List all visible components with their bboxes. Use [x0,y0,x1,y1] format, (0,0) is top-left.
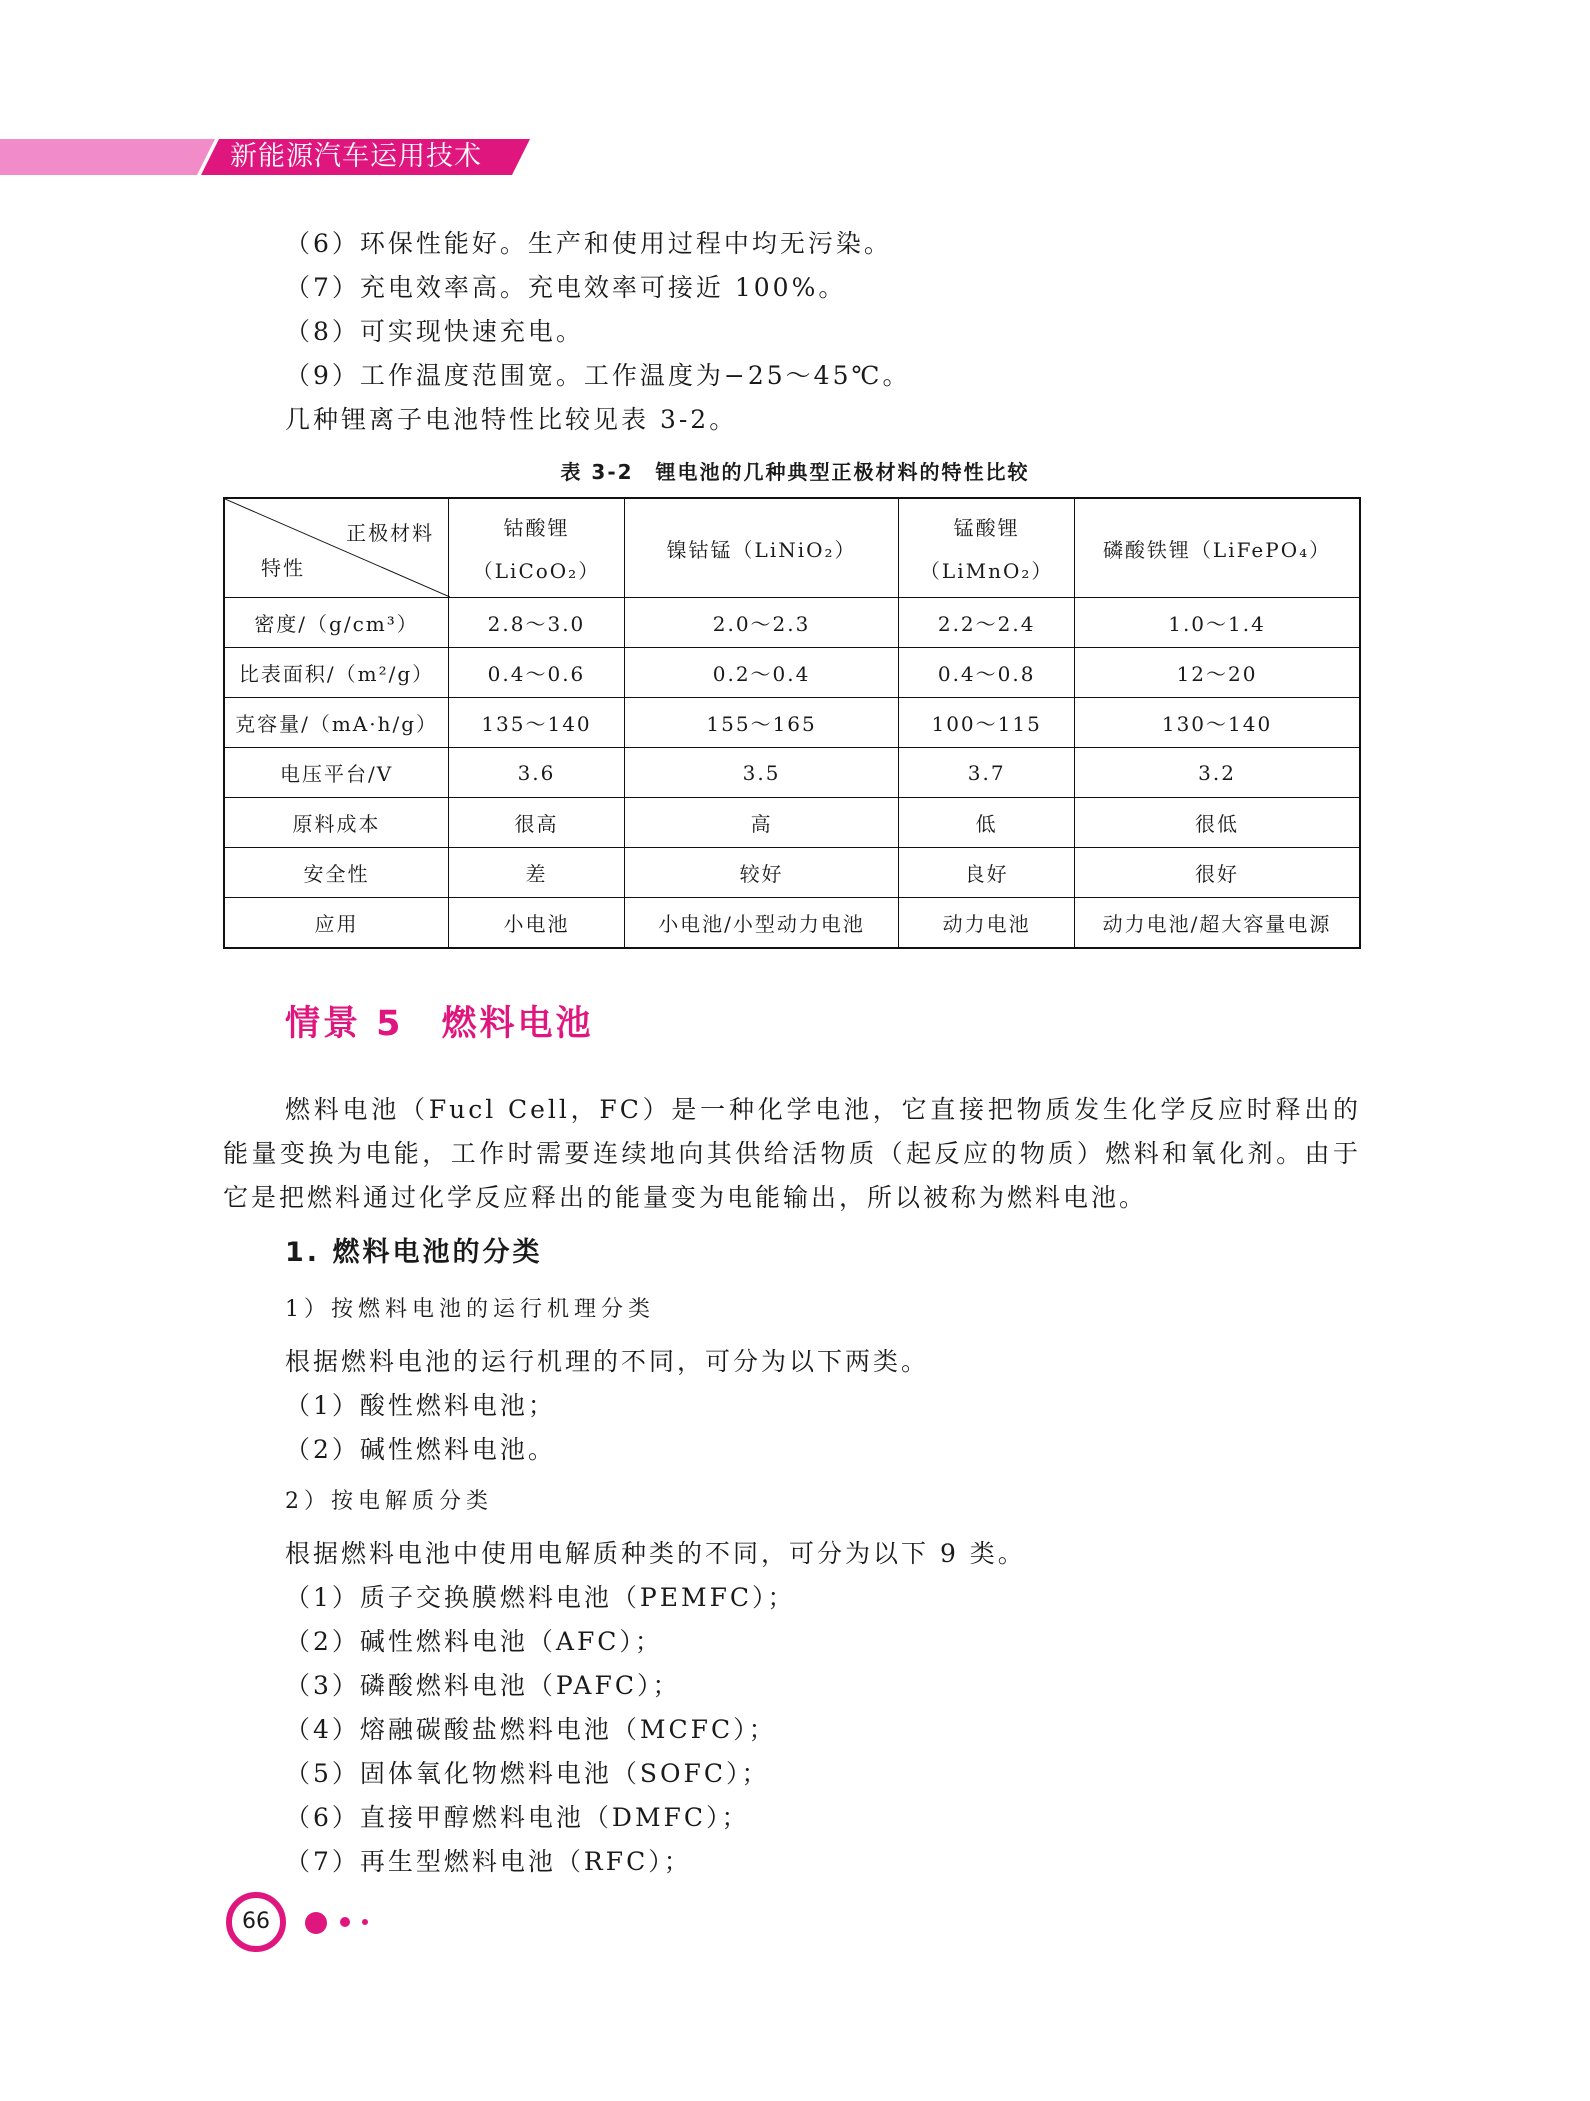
table-cell: 小电池/小型动力电池 [624,898,898,948]
table-row [224,848,1360,898]
list-item: （6）环保性能好。生产和使用过程中均无污染。 [285,229,892,258]
table-row [224,798,1360,848]
table-cell: 3.5 [624,748,898,798]
section-title: 情景 5 燃料电池 [285,1004,594,1044]
corner-column-label: 正极材料 [346,521,435,545]
subsection-heading: 1. 燃料电池的分类 [285,1237,543,1268]
table-row [224,648,1360,698]
corner-row-label: 特性 [261,556,305,580]
table-cell: 3.2 [1075,748,1360,798]
table-caption: 表 3-2 锂电池的几种典型正极材料的特性比较 [560,460,1030,484]
table-row [224,748,1360,798]
table-cell: 0.2～0.4 [624,648,898,698]
table-cell: 很低 [1075,798,1360,848]
table-cell: 小电池 [449,898,625,948]
table-cell: 很高 [449,798,625,848]
book-title: 新能源汽车运用技术 [230,141,482,172]
paragraph: 根据燃料电池的运行机理的不同，可分为以下两类。 [285,1347,930,1376]
table-cell: 0.4～0.8 [899,648,1075,698]
list-item: （6）直接甲醇燃料电池（DMFC）； [285,1803,750,1832]
list-item: （7）再生型燃料电池（RFC）； [285,1847,692,1876]
list-item: （5）固体氧化物燃料电池（SOFC）； [285,1759,770,1788]
intro-paragraph: 燃料电池（Fucl Cell，FC）是一种化学电池，它直接把物质发生化学反应时释出的能量变换为电能，工作时需要连续地向其供给活物质（起反应的物质）燃料和氧化剂。由于它是把燃料通过化学反应释出的能量变为电能输出，所以被称为燃料电池。 [223,1095,1361,1212]
table-cell: 2.8～3.0 [449,598,625,648]
row-label: 安全性 [224,848,449,898]
table-cell: 12～20 [1075,648,1360,698]
table-cell: 135～140 [449,698,625,748]
sub-heading: 2）按电解质分类 [285,1489,493,1514]
table-cell: 较好 [624,848,898,898]
table-cell: 2.0～2.3 [624,598,898,648]
row-label: 克容量/（mA·h/g） [224,698,449,748]
table-cell: 良好 [899,848,1075,898]
table-cell: 高 [624,798,898,848]
table-cell: 动力电池 [899,898,1075,948]
table-cell: 130～140 [1075,698,1360,748]
table-reference: 几种锂离子电池特性比较见表 3-2。 [285,405,738,434]
table-row [224,898,1360,948]
list-item: （9）工作温度范围宽。工作温度为−25～45℃。 [285,361,911,390]
table-cell: 100～115 [899,698,1075,748]
list-item: （3）磷酸燃料电池（PAFC）； [285,1671,681,1700]
row-label: 原料成本 [224,798,449,848]
table-row [224,598,1360,648]
row-label: 电压平台/V [224,748,449,798]
row-label: 比表面积/（m²/g） [224,648,449,698]
list-item: （8）可实现快速充电。 [285,317,584,346]
decorative-dot-icon [305,1912,327,1934]
table-cell: 0.4～0.6 [449,648,625,698]
corner-header-cell [224,498,449,598]
table-cell: 很好 [1075,848,1360,898]
column-header: 镍钴锰（LiNiO₂） [624,498,898,598]
list-item: （1）酸性燃料电池； [285,1391,556,1420]
paragraph: 根据燃料电池中使用电解质种类的不同，可分为以下 9 类。 [285,1539,1026,1568]
spec-table [223,497,1361,949]
table-cell: 155～165 [624,698,898,748]
table-cell: 差 [449,848,625,898]
table-cell: 1.0～1.4 [1075,598,1360,648]
list-item: （2）碱性燃料电池（AFC）； [285,1627,663,1656]
table-cell: 低 [899,798,1075,848]
page-number: 66 [226,1892,286,1952]
table-cell: 2.2～2.4 [899,598,1075,648]
header-banner [0,139,530,175]
list-item: （7）充电效率高。充电效率可接近 100%。 [285,273,847,302]
table-cell: 3.6 [449,748,625,798]
list-item: （1）质子交换膜燃料电池（PEMFC）； [285,1583,796,1612]
list-item: （2）碱性燃料电池。 [285,1435,556,1464]
row-label: 应用 [224,898,449,948]
table-cell: 动力电池/超大容量电源 [1075,898,1360,948]
column-header: 锰酸锂 （LiMnO₂） [899,498,1075,598]
sub-heading: 1）按燃料电池的运行机理分类 [285,1297,655,1322]
diagonal-line [225,499,450,597]
list-item: （4）熔融碳酸盐燃料电池（MCFC）； [285,1715,777,1744]
decorative-dot-icon [340,1917,350,1927]
table-row [224,698,1360,748]
decorative-dot-icon [362,1919,368,1925]
row-label: 密度/（g/cm³） [224,598,449,648]
column-header: 磷酸铁锂（LiFePO₄） [1075,498,1360,598]
column-header: 钴酸锂 （LiCoO₂） [449,498,625,598]
table-header-row [224,498,1360,598]
table-cell: 3.7 [899,748,1075,798]
